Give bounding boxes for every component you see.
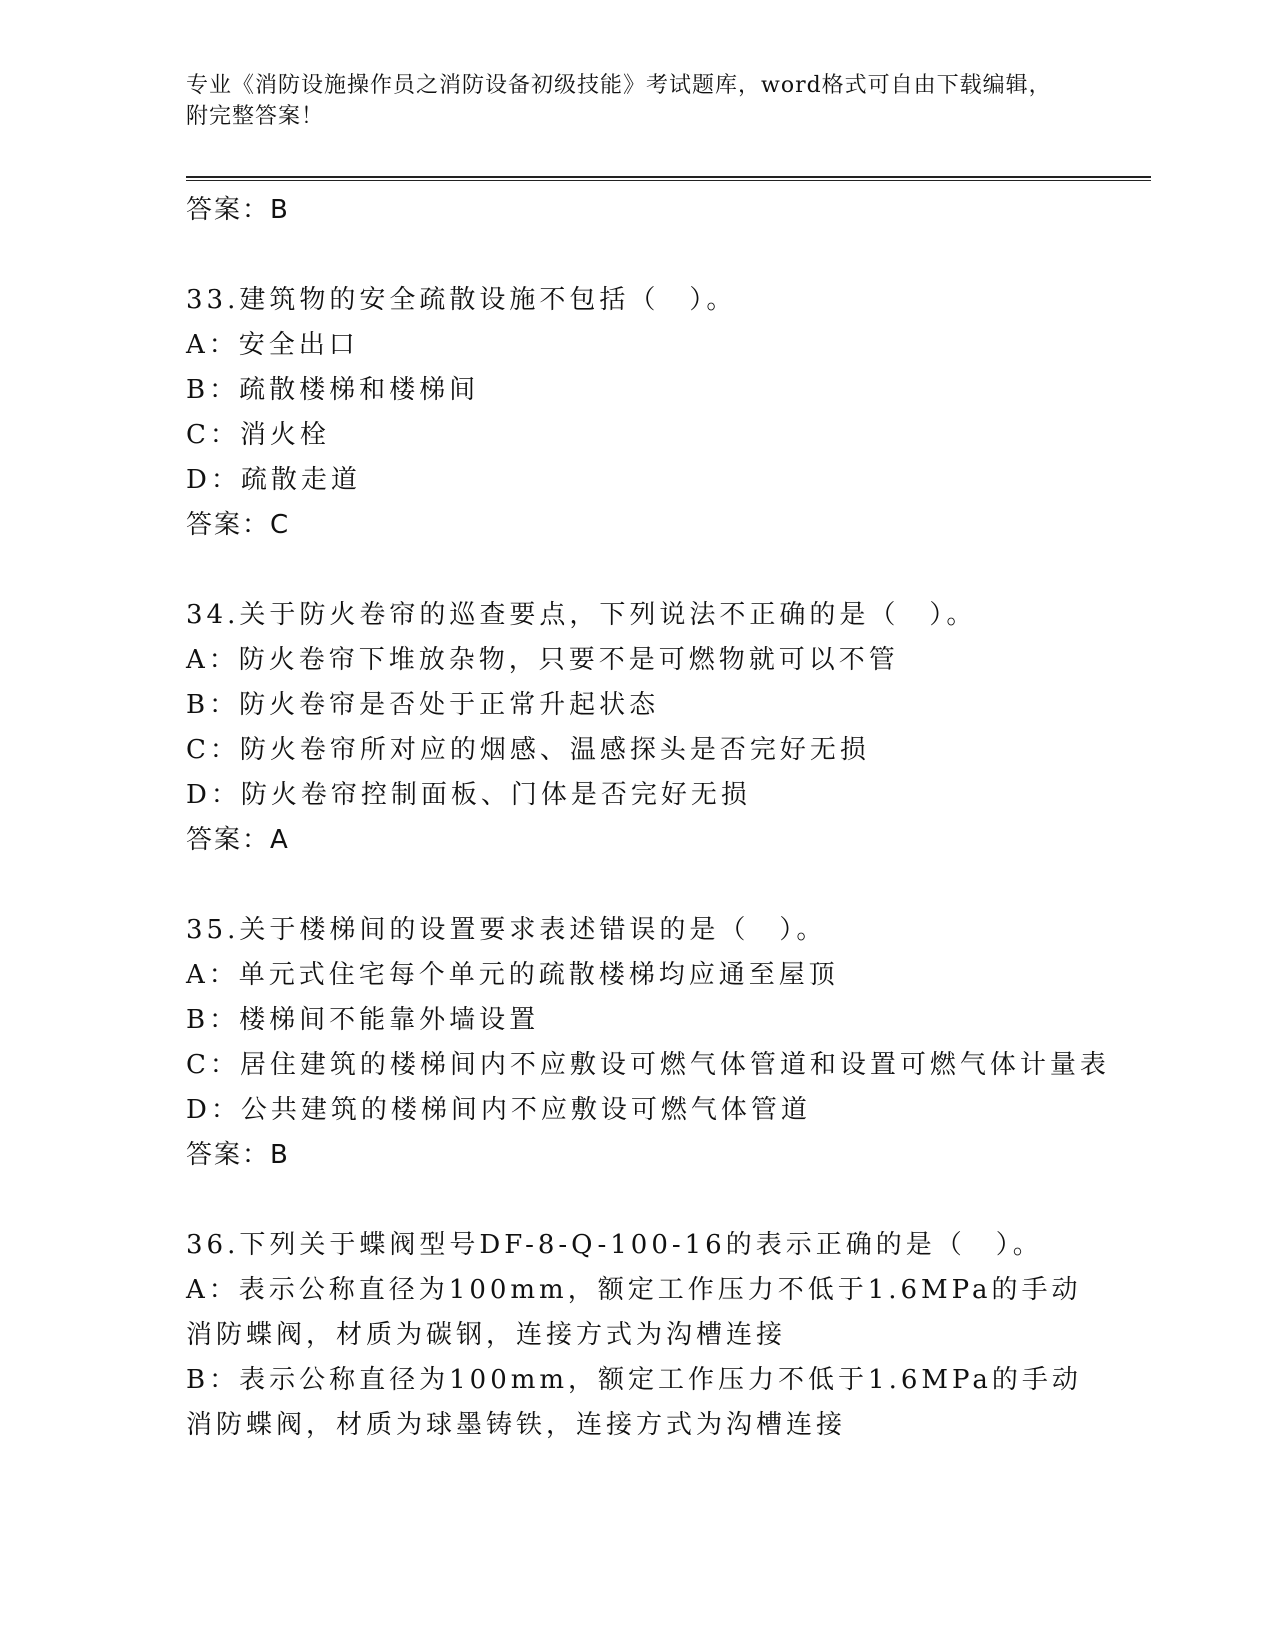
answer-label: 答案： xyxy=(186,195,271,225)
question-33 xyxy=(186,278,1151,548)
option-a: A：单元式住宅每个单元的疏散楼梯均应通至屋顶 xyxy=(186,960,839,990)
option-c: C：消火栓 xyxy=(186,420,330,450)
option-c: C：居住建筑的楼梯间内不应敷设可燃气体管道和设置可燃气体计量表 xyxy=(186,1050,1110,1080)
spacer xyxy=(186,233,1151,278)
spacer xyxy=(186,548,1151,593)
option-a: A：表示公称直径为100mm，额定工作压力不低于1.6MPa的手动消防蝶阀，材质为碳钢，连接方式为沟槽连接 xyxy=(186,1275,1082,1350)
answer-line xyxy=(186,503,1151,548)
question-34 xyxy=(186,593,1151,863)
spacer xyxy=(186,863,1151,908)
answer-value: C xyxy=(270,510,291,540)
option-d: D：疏散走道 xyxy=(186,465,361,495)
option-b: B：疏散楼梯和楼梯间 xyxy=(186,375,480,405)
answer-label: 答案： xyxy=(186,510,271,540)
header-divider xyxy=(186,176,1151,181)
option-b: B：表示公称直径为100mm，额定工作压力不低于1.6MPa的手动消防蝶阀，材质为球墨铸铁，连接方式为沟槽连接 xyxy=(186,1365,1082,1440)
option-b: B：楼梯间不能靠外墙设置 xyxy=(186,1005,540,1035)
answer-value: B xyxy=(270,195,290,225)
question-36 xyxy=(186,1223,1151,1448)
question-stem: 36.下列关于蝶阀型号DF-8-Q-100-16的表示正确的是（ ）。 xyxy=(186,1230,1043,1260)
option-a: A：安全出口 xyxy=(186,330,359,360)
document-header: 专业《消防设施操作员之消防设备初级技能》考试题库，word格式可自由下载编辑，附完整答案！ xyxy=(186,73,1052,129)
answer-line xyxy=(186,188,1151,233)
option-a: A：防火卷帘下堆放杂物，只要不是可燃物就可以不管 xyxy=(186,645,899,675)
spacer xyxy=(186,1178,1151,1223)
answer-line xyxy=(186,818,1151,863)
question-stem: 33.建筑物的安全疏散设施不包括（ ）。 xyxy=(186,285,737,315)
question-stem: 34.关于防火卷帘的巡查要点，下列说法不正确的是（ ）。 xyxy=(186,600,977,630)
answer-label: 答案： xyxy=(186,825,271,855)
answer-label: 答案： xyxy=(186,1140,271,1170)
question-stem: 35.关于楼梯间的设置要求表述错误的是（ ）。 xyxy=(186,915,827,945)
answer-value: A xyxy=(270,825,290,855)
answer-value: B xyxy=(270,1140,290,1170)
option-d: D：公共建筑的楼梯间内不应敷设可燃气体管道 xyxy=(186,1095,811,1125)
question-35 xyxy=(186,908,1151,1178)
question-content xyxy=(186,188,1151,1448)
answer-line xyxy=(186,1133,1151,1178)
option-d: D：防火卷帘控制面板、门体是否完好无损 xyxy=(186,780,751,810)
option-c: C：防火卷帘所对应的烟感、温感探头是否完好无损 xyxy=(186,735,870,765)
option-b: B：防火卷帘是否处于正常升起状态 xyxy=(186,690,660,720)
